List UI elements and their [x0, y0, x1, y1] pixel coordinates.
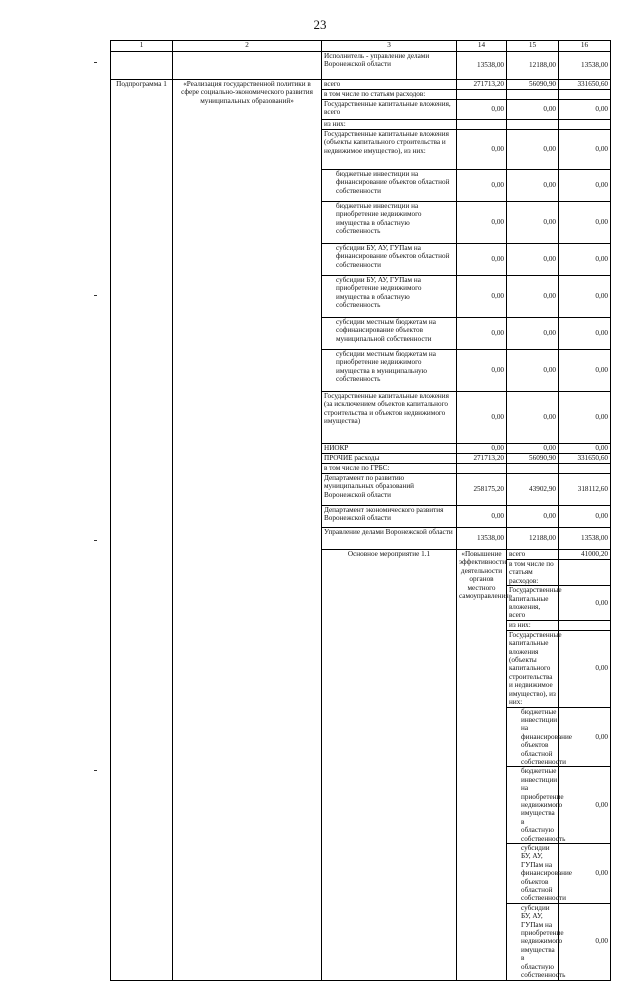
table-row — [111, 52, 611, 80]
value-col-15: 56090,90 — [507, 80, 559, 90]
value-col-14: 13538,00 — [457, 52, 507, 80]
margin-mark — [94, 540, 97, 541]
value-col-14: 41000,20 — [559, 550, 611, 560]
column-header: 1 — [111, 41, 173, 52]
expense-item-cell: субсидии БУ, АУ, ГУПам на финансирование объектов областной собственности — [507, 844, 559, 904]
value-col-14: 0,00 — [457, 202, 507, 244]
value-col-15: 12188,00 — [507, 52, 559, 80]
value-col-15: 0,00 — [507, 170, 559, 202]
value-col-16: 318112,60 — [559, 474, 611, 506]
expense-item-cell: всего — [507, 550, 559, 560]
value-col-14: 0,00 — [559, 586, 611, 621]
expense-item-cell: в том числе по ГРБС: — [322, 464, 457, 474]
value-col-16: 0,00 — [559, 100, 611, 120]
value-col-15: 0,00 — [507, 202, 559, 244]
program-name-cell: «Повышение эффективности деятельности органов местного самоуправления» — [457, 550, 507, 981]
expense-item-cell: субсидии БУ, АУ, ГУПам на приобретение недвижимого имущества в областную собственность — [322, 276, 457, 318]
value-col-14: 271713,20 — [457, 454, 507, 464]
value-col-16: 0,00 — [559, 506, 611, 528]
value-col-16 — [559, 464, 611, 474]
value-col-15: 0,00 — [507, 350, 559, 392]
program-code-cell: Основное мероприятие 1.1 — [322, 550, 457, 981]
value-col-14 — [559, 620, 611, 630]
value-col-16: 0,00 — [559, 350, 611, 392]
value-col-14: 0,00 — [457, 100, 507, 120]
value-col-14 — [457, 90, 507, 100]
value-col-14: 0,00 — [457, 392, 507, 444]
value-col-16: 0,00 — [559, 130, 611, 170]
value-col-16: 13538,00 — [559, 528, 611, 550]
value-col-14: 258175,20 — [457, 474, 507, 506]
value-col-16 — [559, 90, 611, 100]
table-header-row — [111, 41, 611, 52]
value-col-15: 0,00 — [507, 100, 559, 120]
expense-item-cell: в том числе по статьям расходов: — [322, 90, 457, 100]
expense-item-cell: бюджетные инвестиции на приобретение недвижимого имущества в областную собственность — [322, 202, 457, 244]
value-col-16: 0,00 — [559, 318, 611, 350]
column-header: 2 — [173, 41, 322, 52]
expense-item-cell: Департамент экономического развития Воронежской области — [322, 506, 457, 528]
value-col-14: 0,00 — [559, 630, 611, 707]
expense-item-cell: Государственные капитальные вложения (за исключением объектов капитального строительства и объектов недвижимого имущества) — [322, 392, 457, 444]
value-col-15: 12188,00 — [507, 528, 559, 550]
expense-item-cell: Государственные капитальные вложения (объекты капитального строительства и недвижимое имущество), из них: — [507, 630, 559, 707]
value-col-14 — [457, 120, 507, 130]
value-col-15: 0,00 — [507, 392, 559, 444]
expense-item-cell: НИОКР — [322, 444, 457, 454]
page-number: 23 — [313, 17, 327, 32]
value-col-14 — [559, 560, 611, 586]
value-col-15: 56090,90 — [507, 454, 559, 464]
value-col-14: 0,00 — [457, 318, 507, 350]
budget-table — [110, 40, 611, 981]
column-header: 16 — [559, 41, 611, 52]
margin-mark — [94, 62, 97, 63]
value-col-14: 0,00 — [559, 767, 611, 844]
value-col-16: 331650,60 — [559, 80, 611, 90]
expense-item-cell: субсидии местным бюджетам на софинансирование объектов муниципальной собственности — [322, 318, 457, 350]
value-col-14: 0,00 — [457, 276, 507, 318]
expense-item-cell: Исполнитель - управление делами Воронежской области — [322, 52, 457, 80]
value-col-14: 13538,00 — [457, 528, 507, 550]
value-col-15 — [507, 90, 559, 100]
value-col-16: 0,00 — [559, 276, 611, 318]
expense-item-cell: из них: — [322, 120, 457, 130]
expense-item-cell: субсидии БУ, АУ, ГУПам на приобретение недвижимого имущества в областную собственность — [507, 903, 559, 980]
value-col-15: 0,00 — [507, 444, 559, 454]
expense-item-cell: Государственные капитальные вложения, всего — [322, 100, 457, 120]
value-col-15: 0,00 — [507, 130, 559, 170]
value-col-14: 0,00 — [559, 707, 611, 767]
program-name-cell — [173, 52, 322, 80]
value-col-14 — [457, 464, 507, 474]
expense-item-cell: бюджетные инвестиции на приобретение недвижимого имущества в областную собственность — [507, 767, 559, 844]
value-col-14: 0,00 — [457, 506, 507, 528]
expense-item-cell: из них: — [507, 620, 559, 630]
value-col-14: 0,00 — [457, 350, 507, 392]
value-col-15 — [507, 120, 559, 130]
expense-item-cell: бюджетные инвестиции на финансирование объектов областной собственности — [322, 170, 457, 202]
value-col-16: 331650,60 — [559, 454, 611, 464]
expense-item-cell: Государственные капитальные вложения, всего — [507, 586, 559, 621]
value-col-16: 0,00 — [559, 444, 611, 454]
value-col-16: 0,00 — [559, 392, 611, 444]
value-col-15: 43902,90 — [507, 474, 559, 506]
expense-item-cell: бюджетные инвестиции на финансирование объектов областной собственности — [507, 707, 559, 767]
value-col-15: 0,00 — [507, 244, 559, 276]
expense-item-cell: всего — [322, 80, 457, 90]
expense-item-cell: субсидии местным бюджетам на приобретение недвижимого имущества в муниципальную собственность — [322, 350, 457, 392]
expense-item-cell: субсидии БУ, АУ, ГУПам на финансирование объектов областной собственности — [322, 244, 457, 276]
value-col-15 — [507, 464, 559, 474]
expense-item-cell: ПРОЧИЕ расходы — [322, 454, 457, 464]
value-col-16: 13538,00 — [559, 52, 611, 80]
column-header: 14 — [457, 41, 507, 52]
column-header: 3 — [322, 41, 457, 52]
value-col-14: 0,00 — [457, 444, 507, 454]
value-col-14: 0,00 — [457, 244, 507, 276]
table-row — [111, 80, 611, 90]
expense-item-cell: Государственные капитальные вложения (объекты капитального строительства и недвижимое имущество), из них: — [322, 130, 457, 170]
value-col-15: 0,00 — [507, 318, 559, 350]
value-col-14: 271713,20 — [457, 80, 507, 90]
value-col-15: 0,00 — [507, 506, 559, 528]
program-code-cell — [111, 52, 173, 80]
value-col-16: 0,00 — [559, 244, 611, 276]
column-header: 15 — [507, 41, 559, 52]
expense-item-cell: Управление делами Воронежской области — [322, 528, 457, 550]
value-col-14: 0,00 — [559, 903, 611, 980]
value-col-15: 0,00 — [507, 276, 559, 318]
value-col-16: 0,00 — [559, 202, 611, 244]
value-col-14: 0,00 — [457, 130, 507, 170]
value-col-14: 0,00 — [457, 170, 507, 202]
value-col-16: 0,00 — [559, 170, 611, 202]
expense-item-cell: в том числе по статьям расходов: — [507, 560, 559, 586]
value-col-14: 0,00 — [559, 844, 611, 904]
value-col-16 — [559, 120, 611, 130]
program-code-cell: Подпрограмма 1 — [111, 80, 173, 981]
margin-mark — [94, 295, 97, 296]
expense-item-cell: Департамент по развитию муниципальных образований Воронежской области — [322, 474, 457, 506]
margin-mark — [94, 770, 97, 771]
program-name-cell: «Реализация государственной политики в сфере социально-экономического развития муниципальных образований» — [173, 80, 322, 981]
